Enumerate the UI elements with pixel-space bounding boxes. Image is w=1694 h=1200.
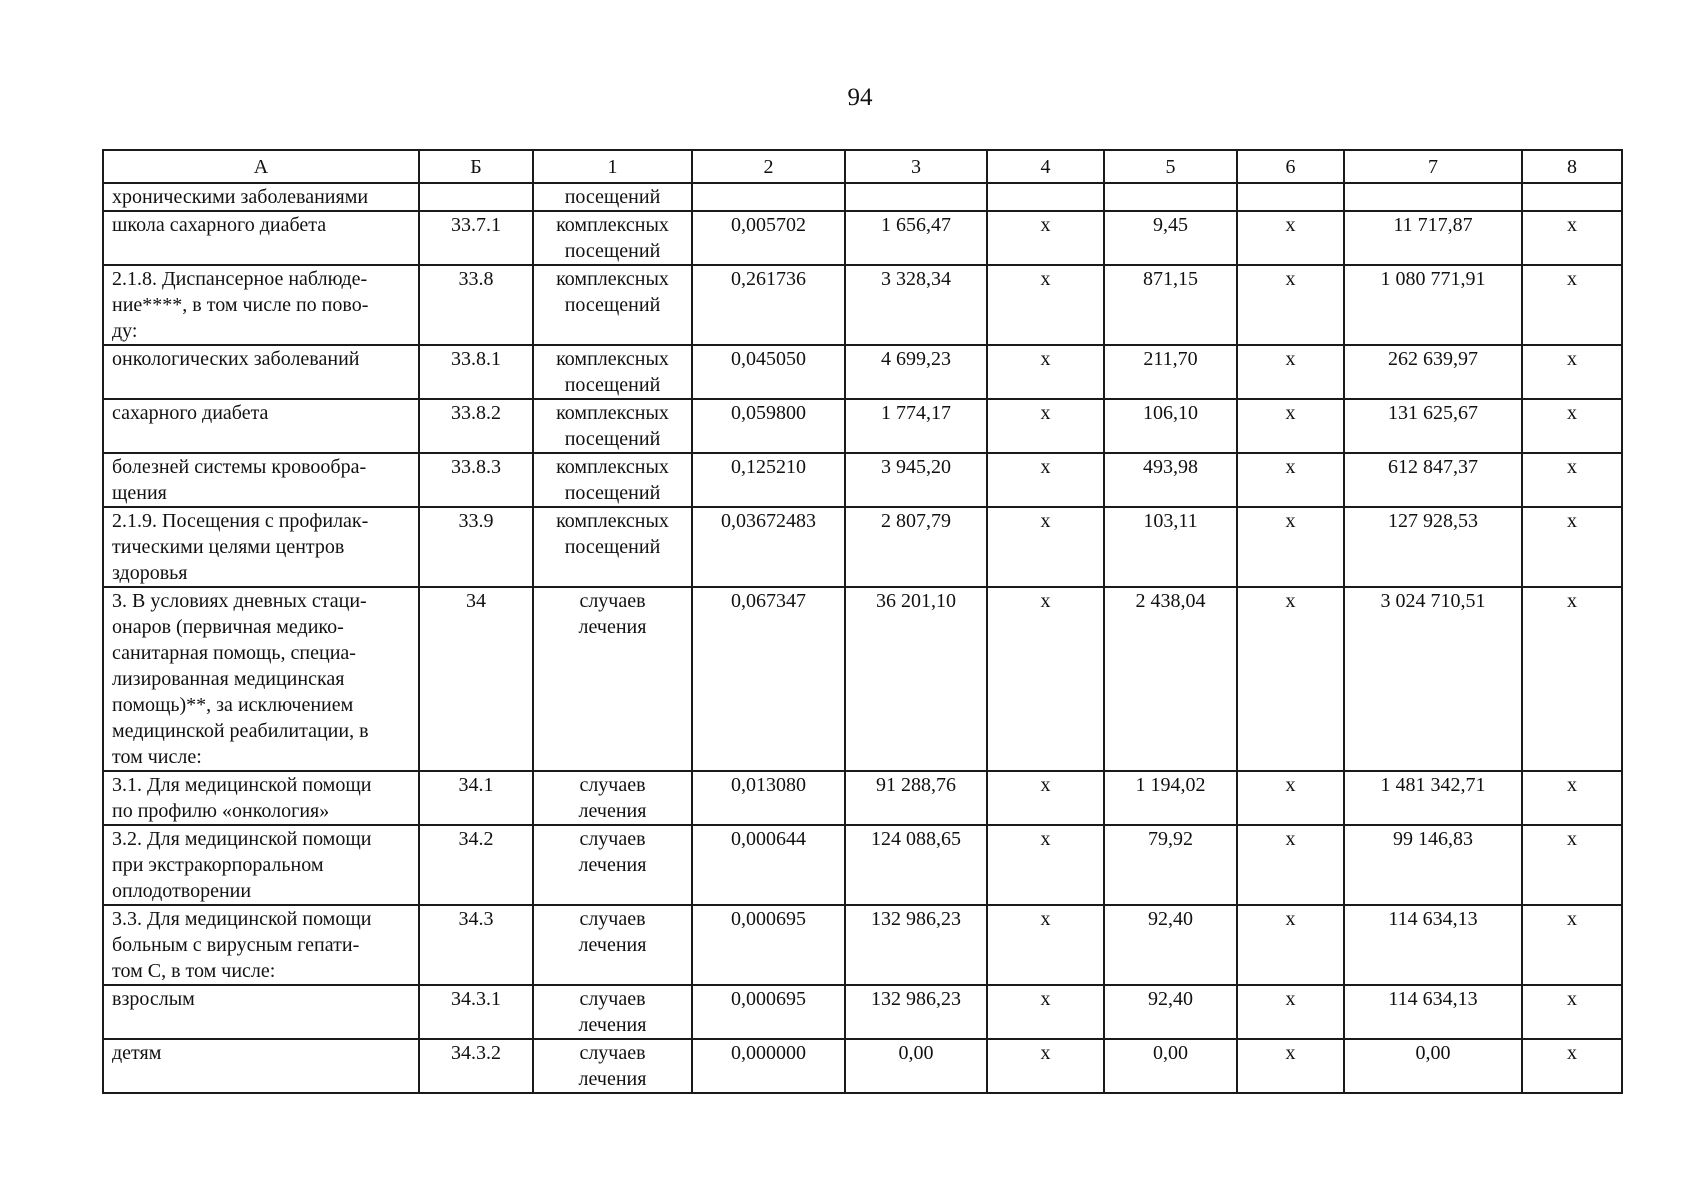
unit-cell bbox=[533, 453, 692, 507]
cell-text: 9,45 bbox=[1153, 214, 1188, 236]
cell-text: 0,005702 bbox=[731, 214, 806, 236]
value-cell-6 bbox=[1237, 211, 1344, 265]
cell-text: 106,10 bbox=[1143, 402, 1198, 424]
value-cell-7 bbox=[1344, 905, 1522, 985]
row-name-cell bbox=[103, 985, 419, 1039]
cell-text: 33.8.2 bbox=[451, 402, 501, 424]
table-row bbox=[103, 587, 1622, 771]
column-header: 3 bbox=[845, 150, 987, 183]
cell-text: х bbox=[1567, 828, 1577, 850]
unit-cell bbox=[533, 587, 692, 771]
value-cell-4 bbox=[987, 587, 1104, 771]
cell-text: 0,013080 bbox=[731, 774, 806, 796]
table-body bbox=[103, 183, 1622, 1093]
value-cell-4 bbox=[987, 825, 1104, 905]
cell-text: х bbox=[1567, 988, 1577, 1010]
cell-text: 493,98 bbox=[1143, 456, 1198, 478]
value-cell-8 bbox=[1522, 399, 1622, 453]
value-cell-4 bbox=[987, 453, 1104, 507]
cell-text: 79,92 bbox=[1148, 828, 1193, 850]
cell-text: 124 088,65 bbox=[871, 828, 961, 850]
value-cell-4 bbox=[987, 345, 1104, 399]
value-cell-3 bbox=[845, 587, 987, 771]
cell-text: 127 928,53 bbox=[1388, 510, 1478, 532]
cell-text: х bbox=[1040, 828, 1051, 850]
value-cell-8 bbox=[1522, 265, 1622, 345]
cell-text: х bbox=[1285, 774, 1296, 796]
value-cell-5 bbox=[1104, 183, 1237, 211]
cell-text: х bbox=[1285, 988, 1296, 1010]
row-name-cell bbox=[103, 905, 419, 985]
value-cell-7 bbox=[1344, 507, 1522, 587]
cell-text: взрослым bbox=[112, 988, 195, 1010]
cell-text: 0,00 bbox=[1153, 1042, 1188, 1064]
cell-text: х bbox=[1567, 348, 1577, 370]
cell-text: 871,15 bbox=[1143, 268, 1198, 290]
cell-text: комплексных посещений bbox=[556, 268, 669, 316]
cell-text: х bbox=[1285, 510, 1296, 532]
unit-cell bbox=[533, 345, 692, 399]
value-cell-8 bbox=[1522, 211, 1622, 265]
column-header: 7 bbox=[1344, 150, 1522, 183]
cell-text: 114 634,13 bbox=[1388, 988, 1478, 1010]
cell-text: х bbox=[1567, 402, 1577, 424]
row-name-cell bbox=[103, 265, 419, 345]
cell-text: 2.1.9. Посещения с профилак- тическими целями центров здоровья bbox=[112, 510, 369, 584]
table-row bbox=[103, 985, 1622, 1039]
value-cell-3 bbox=[845, 905, 987, 985]
code-cell bbox=[419, 453, 533, 507]
value-cell-5 bbox=[1104, 211, 1237, 265]
header-row bbox=[103, 150, 1622, 183]
column-header: Б bbox=[419, 150, 533, 183]
value-cell-2 bbox=[692, 211, 845, 265]
unit-cell bbox=[533, 507, 692, 587]
table-row bbox=[103, 825, 1622, 905]
value-cell-3 bbox=[845, 453, 987, 507]
value-cell-7 bbox=[1344, 985, 1522, 1039]
cell-text: 1 080 771,91 bbox=[1380, 268, 1486, 290]
cell-text: 132 986,23 bbox=[871, 988, 961, 1010]
cell-text: х bbox=[1285, 348, 1296, 370]
unit-cell bbox=[533, 183, 692, 211]
code-cell bbox=[419, 905, 533, 985]
value-cell-2 bbox=[692, 265, 845, 345]
value-cell-7 bbox=[1344, 453, 1522, 507]
table-row bbox=[103, 345, 1622, 399]
value-cell-6 bbox=[1237, 1039, 1344, 1093]
value-cell-6 bbox=[1237, 345, 1344, 399]
cell-text: 3. В условиях дневных стаци- онаров (первичная медико- санитарная помощь, специа- лизированная медицинская помощь)**, за исключением медицинской реабилитации, в том числе: bbox=[112, 590, 369, 768]
cell-text: 0,00 bbox=[1415, 1042, 1451, 1064]
cell-text: х bbox=[1040, 456, 1051, 478]
value-cell-7 bbox=[1344, 265, 1522, 345]
value-cell-4 bbox=[987, 399, 1104, 453]
value-cell-5 bbox=[1104, 345, 1237, 399]
cell-text: посещений bbox=[564, 186, 661, 208]
value-cell-6 bbox=[1237, 399, 1344, 453]
value-cell-7 bbox=[1344, 825, 1522, 905]
value-cell-5 bbox=[1104, 587, 1237, 771]
cell-text: х bbox=[1567, 456, 1577, 478]
cell-text: 612 847,37 bbox=[1388, 456, 1478, 478]
value-cell-8 bbox=[1522, 985, 1622, 1039]
row-name-cell bbox=[103, 507, 419, 587]
code-cell bbox=[419, 399, 533, 453]
cell-text: х bbox=[1040, 774, 1051, 796]
value-cell-4 bbox=[987, 985, 1104, 1039]
cell-text: 131 625,67 bbox=[1388, 402, 1478, 424]
value-cell-3 bbox=[845, 399, 987, 453]
cell-text: онкологических заболеваний bbox=[112, 348, 360, 370]
column-header: 8 bbox=[1522, 150, 1622, 183]
code-cell bbox=[419, 771, 533, 825]
cell-text: х bbox=[1285, 268, 1296, 290]
cell-text: комплексных посещений bbox=[556, 402, 669, 450]
cell-text: 92,40 bbox=[1148, 988, 1193, 1010]
cell-text: х bbox=[1040, 348, 1051, 370]
cell-text: 33.8.3 bbox=[451, 456, 501, 478]
value-cell-8 bbox=[1522, 771, 1622, 825]
cell-text: 3 328,34 bbox=[881, 268, 951, 290]
value-cell-3 bbox=[845, 211, 987, 265]
cell-text: 2 438,04 bbox=[1135, 590, 1206, 612]
value-cell-5 bbox=[1104, 825, 1237, 905]
cell-text: х bbox=[1040, 1042, 1051, 1064]
row-name-cell bbox=[103, 345, 419, 399]
code-cell bbox=[419, 507, 533, 587]
value-cell-5 bbox=[1104, 453, 1237, 507]
unit-cell bbox=[533, 265, 692, 345]
cell-text: 34.2 bbox=[458, 828, 494, 850]
value-cell-6 bbox=[1237, 985, 1344, 1039]
value-cell-6 bbox=[1237, 507, 1344, 587]
cell-text: х bbox=[1285, 214, 1296, 236]
cell-text: 0,000695 bbox=[731, 988, 806, 1010]
value-cell-2 bbox=[692, 453, 845, 507]
value-cell-8 bbox=[1522, 587, 1622, 771]
value-cell-6 bbox=[1237, 825, 1344, 905]
code-cell bbox=[419, 587, 533, 771]
value-cell-3 bbox=[845, 183, 987, 211]
value-cell-4 bbox=[987, 183, 1104, 211]
value-cell-5 bbox=[1104, 905, 1237, 985]
row-name-cell bbox=[103, 825, 419, 905]
value-cell-6 bbox=[1237, 183, 1344, 211]
cell-text: х bbox=[1285, 828, 1296, 850]
cell-text: х bbox=[1040, 268, 1051, 290]
value-cell-2 bbox=[692, 183, 845, 211]
cell-text: х bbox=[1567, 268, 1577, 290]
cell-text: комплексных посещений bbox=[556, 348, 669, 396]
table-row bbox=[103, 771, 1622, 825]
value-cell-4 bbox=[987, 265, 1104, 345]
table-row bbox=[103, 507, 1622, 587]
value-cell-2 bbox=[692, 905, 845, 985]
row-name-cell bbox=[103, 399, 419, 453]
value-cell-2 bbox=[692, 399, 845, 453]
value-cell-3 bbox=[845, 985, 987, 1039]
cell-text: х bbox=[1285, 908, 1296, 930]
value-cell-6 bbox=[1237, 265, 1344, 345]
cell-text: 132 986,23 bbox=[871, 908, 961, 930]
cell-text: х bbox=[1040, 214, 1051, 236]
table-row bbox=[103, 453, 1622, 507]
cell-text: 3.2. Для медицинской помощи при экстракорпоральном оплодотворении bbox=[112, 828, 372, 902]
cell-text: х bbox=[1567, 590, 1577, 612]
cell-text: 0,067347 bbox=[731, 590, 806, 612]
value-cell-5 bbox=[1104, 507, 1237, 587]
cell-text: х bbox=[1040, 590, 1051, 612]
cell-text: 92,40 bbox=[1148, 908, 1193, 930]
table-row bbox=[103, 905, 1622, 985]
column-header: 2 bbox=[692, 150, 845, 183]
value-cell-7 bbox=[1344, 399, 1522, 453]
cell-text: 0,03672483 bbox=[721, 510, 816, 532]
table-row bbox=[103, 399, 1622, 453]
value-cell-4 bbox=[987, 771, 1104, 825]
cell-text: 0,000000 bbox=[731, 1042, 806, 1064]
value-cell-3 bbox=[845, 1039, 987, 1093]
value-cell-8 bbox=[1522, 345, 1622, 399]
value-cell-7 bbox=[1344, 183, 1522, 211]
cell-text: 1 481 342,71 bbox=[1380, 774, 1486, 796]
cell-text: 34.1 bbox=[458, 774, 494, 796]
cell-text: 1 656,47 bbox=[881, 214, 951, 236]
cell-text: х bbox=[1285, 456, 1296, 478]
column-header: 4 bbox=[987, 150, 1104, 183]
column-header: 6 bbox=[1237, 150, 1344, 183]
row-name-cell bbox=[103, 211, 419, 265]
code-cell bbox=[419, 1039, 533, 1093]
value-cell-4 bbox=[987, 1039, 1104, 1093]
value-cell-2 bbox=[692, 507, 845, 587]
cell-text: 36 201,10 bbox=[876, 590, 956, 612]
cell-text: 0,045050 bbox=[731, 348, 806, 370]
code-cell bbox=[419, 345, 533, 399]
column-header: 5 bbox=[1104, 150, 1237, 183]
cell-text: х bbox=[1040, 510, 1051, 532]
value-cell-8 bbox=[1522, 453, 1622, 507]
cell-text: х bbox=[1040, 402, 1051, 424]
cell-text: 33.8 bbox=[458, 268, 494, 290]
cell-text: школа сахарного диабета bbox=[112, 214, 327, 236]
cell-text: 33.9 bbox=[458, 510, 494, 532]
value-cell-2 bbox=[692, 1039, 845, 1093]
value-cell-3 bbox=[845, 825, 987, 905]
value-cell-2 bbox=[692, 345, 845, 399]
cell-text: комплексных посещений bbox=[556, 510, 669, 558]
code-cell bbox=[419, 183, 533, 211]
cell-text: 3 024 710,51 bbox=[1380, 590, 1486, 612]
cell-text: х bbox=[1040, 908, 1051, 930]
column-header: А bbox=[103, 150, 419, 183]
cell-text: 0,059800 bbox=[731, 402, 806, 424]
table-row bbox=[103, 1039, 1622, 1093]
column-header: 1 bbox=[533, 150, 692, 183]
value-cell-3 bbox=[845, 771, 987, 825]
cell-text: х bbox=[1567, 774, 1577, 796]
cell-text: хроническими заболеваниями bbox=[112, 186, 369, 208]
unit-cell bbox=[533, 825, 692, 905]
code-cell bbox=[419, 211, 533, 265]
value-cell-5 bbox=[1104, 985, 1237, 1039]
value-cell-2 bbox=[692, 825, 845, 905]
value-cell-5 bbox=[1104, 771, 1237, 825]
value-cell-6 bbox=[1237, 905, 1344, 985]
cell-text: 34.3 bbox=[458, 908, 494, 930]
value-cell-5 bbox=[1104, 399, 1237, 453]
value-cell-2 bbox=[692, 587, 845, 771]
cell-text: 0,125210 bbox=[731, 456, 806, 478]
value-cell-4 bbox=[987, 211, 1104, 265]
cell-text: 11 717,87 bbox=[1393, 214, 1473, 236]
cell-text: 0,261736 bbox=[731, 268, 806, 290]
page-number: 94 bbox=[847, 84, 873, 111]
cell-text: х bbox=[1567, 214, 1577, 236]
cell-text: 114 634,13 bbox=[1388, 908, 1478, 930]
cell-text: х bbox=[1040, 988, 1051, 1010]
value-cell-6 bbox=[1237, 587, 1344, 771]
table-row bbox=[103, 265, 1622, 345]
value-cell-8 bbox=[1522, 183, 1622, 211]
value-cell-6 bbox=[1237, 453, 1344, 507]
cell-text: х bbox=[1285, 590, 1296, 612]
unit-cell bbox=[533, 771, 692, 825]
code-cell bbox=[419, 265, 533, 345]
cell-text: 3.3. Для медицинской помощи больным с вирусным гепати- том С, в том числе: bbox=[112, 908, 372, 982]
unit-cell bbox=[533, 211, 692, 265]
value-cell-3 bbox=[845, 345, 987, 399]
row-name-cell bbox=[103, 587, 419, 771]
cell-text: случаев лечения bbox=[578, 908, 647, 956]
value-cell-8 bbox=[1522, 1039, 1622, 1093]
value-cell-5 bbox=[1104, 1039, 1237, 1093]
value-cell-8 bbox=[1522, 825, 1622, 905]
unit-cell bbox=[533, 985, 692, 1039]
value-cell-8 bbox=[1522, 905, 1622, 985]
value-cell-4 bbox=[987, 905, 1104, 985]
cell-text: 33.7.1 bbox=[451, 214, 501, 236]
cell-text: 103,11 bbox=[1143, 510, 1198, 532]
cell-text: случаев лечения bbox=[578, 988, 647, 1036]
value-cell-4 bbox=[987, 507, 1104, 587]
cell-text: 0,000644 bbox=[731, 828, 806, 850]
cell-text: 99 146,83 bbox=[1393, 828, 1473, 850]
unit-cell bbox=[533, 905, 692, 985]
row-name-cell bbox=[103, 771, 419, 825]
cell-text: 3 945,20 bbox=[881, 456, 951, 478]
unit-cell bbox=[533, 399, 692, 453]
table-row bbox=[103, 211, 1622, 265]
value-cell-7 bbox=[1344, 345, 1522, 399]
cell-text: болезней системы кровообра- щения bbox=[112, 456, 367, 504]
value-cell-7 bbox=[1344, 771, 1522, 825]
value-cell-2 bbox=[692, 985, 845, 1039]
row-name-cell bbox=[103, 453, 419, 507]
unit-cell bbox=[533, 1039, 692, 1093]
cell-text: комплексных посещений bbox=[556, 214, 669, 262]
value-cell-7 bbox=[1344, 211, 1522, 265]
cell-text: 4 699,23 bbox=[881, 348, 951, 370]
cell-text: 34 bbox=[466, 590, 486, 612]
cell-text: 3.1. Для медицинской помощи по профилю «онкология» bbox=[112, 774, 372, 822]
cell-text: случаев лечения bbox=[578, 828, 647, 876]
cell-text: 1 194,02 bbox=[1135, 774, 1206, 796]
value-cell-5 bbox=[1104, 265, 1237, 345]
code-cell bbox=[419, 985, 533, 1039]
cell-text: случаев лечения bbox=[578, 774, 647, 822]
value-cell-8 bbox=[1522, 507, 1622, 587]
cell-text: х bbox=[1567, 1042, 1577, 1064]
value-cell-2 bbox=[692, 771, 845, 825]
code-cell bbox=[419, 825, 533, 905]
cell-text: 1 774,17 bbox=[881, 402, 951, 424]
cell-text: 34.3.1 bbox=[451, 988, 501, 1010]
row-name-cell bbox=[103, 1039, 419, 1093]
data-table bbox=[102, 149, 1623, 1094]
cell-text: 262 639,97 bbox=[1388, 348, 1478, 370]
cell-text: случаев лечения bbox=[578, 590, 647, 638]
cell-text: 33.8.1 bbox=[451, 348, 501, 370]
cell-text: 91 288,76 bbox=[876, 774, 956, 796]
cell-text: сахарного диабета bbox=[112, 402, 269, 424]
cell-text: случаев лечения bbox=[578, 1042, 647, 1090]
cell-text: 0,000695 bbox=[731, 908, 806, 930]
value-cell-7 bbox=[1344, 587, 1522, 771]
value-cell-7 bbox=[1344, 1039, 1522, 1093]
value-cell-6 bbox=[1237, 771, 1344, 825]
cell-text: комплексных посещений bbox=[556, 456, 669, 504]
cell-text: 2.1.8. Диспансерное наблюде- ние****, в том числе по пово- ду: bbox=[112, 268, 369, 342]
cell-text: 0,00 bbox=[898, 1042, 934, 1064]
cell-text: х bbox=[1285, 402, 1296, 424]
table-row bbox=[103, 183, 1622, 211]
cell-text: х bbox=[1567, 908, 1577, 930]
cell-text: 34.3.2 bbox=[451, 1042, 501, 1064]
cell-text: х bbox=[1567, 510, 1577, 532]
value-cell-3 bbox=[845, 507, 987, 587]
cell-text: детям bbox=[112, 1042, 162, 1064]
cell-text: 2 807,79 bbox=[881, 510, 951, 532]
cell-text: х bbox=[1285, 1042, 1296, 1064]
value-cell-3 bbox=[845, 265, 987, 345]
cell-text: 211,70 bbox=[1143, 348, 1198, 370]
row-name-cell bbox=[103, 183, 419, 211]
